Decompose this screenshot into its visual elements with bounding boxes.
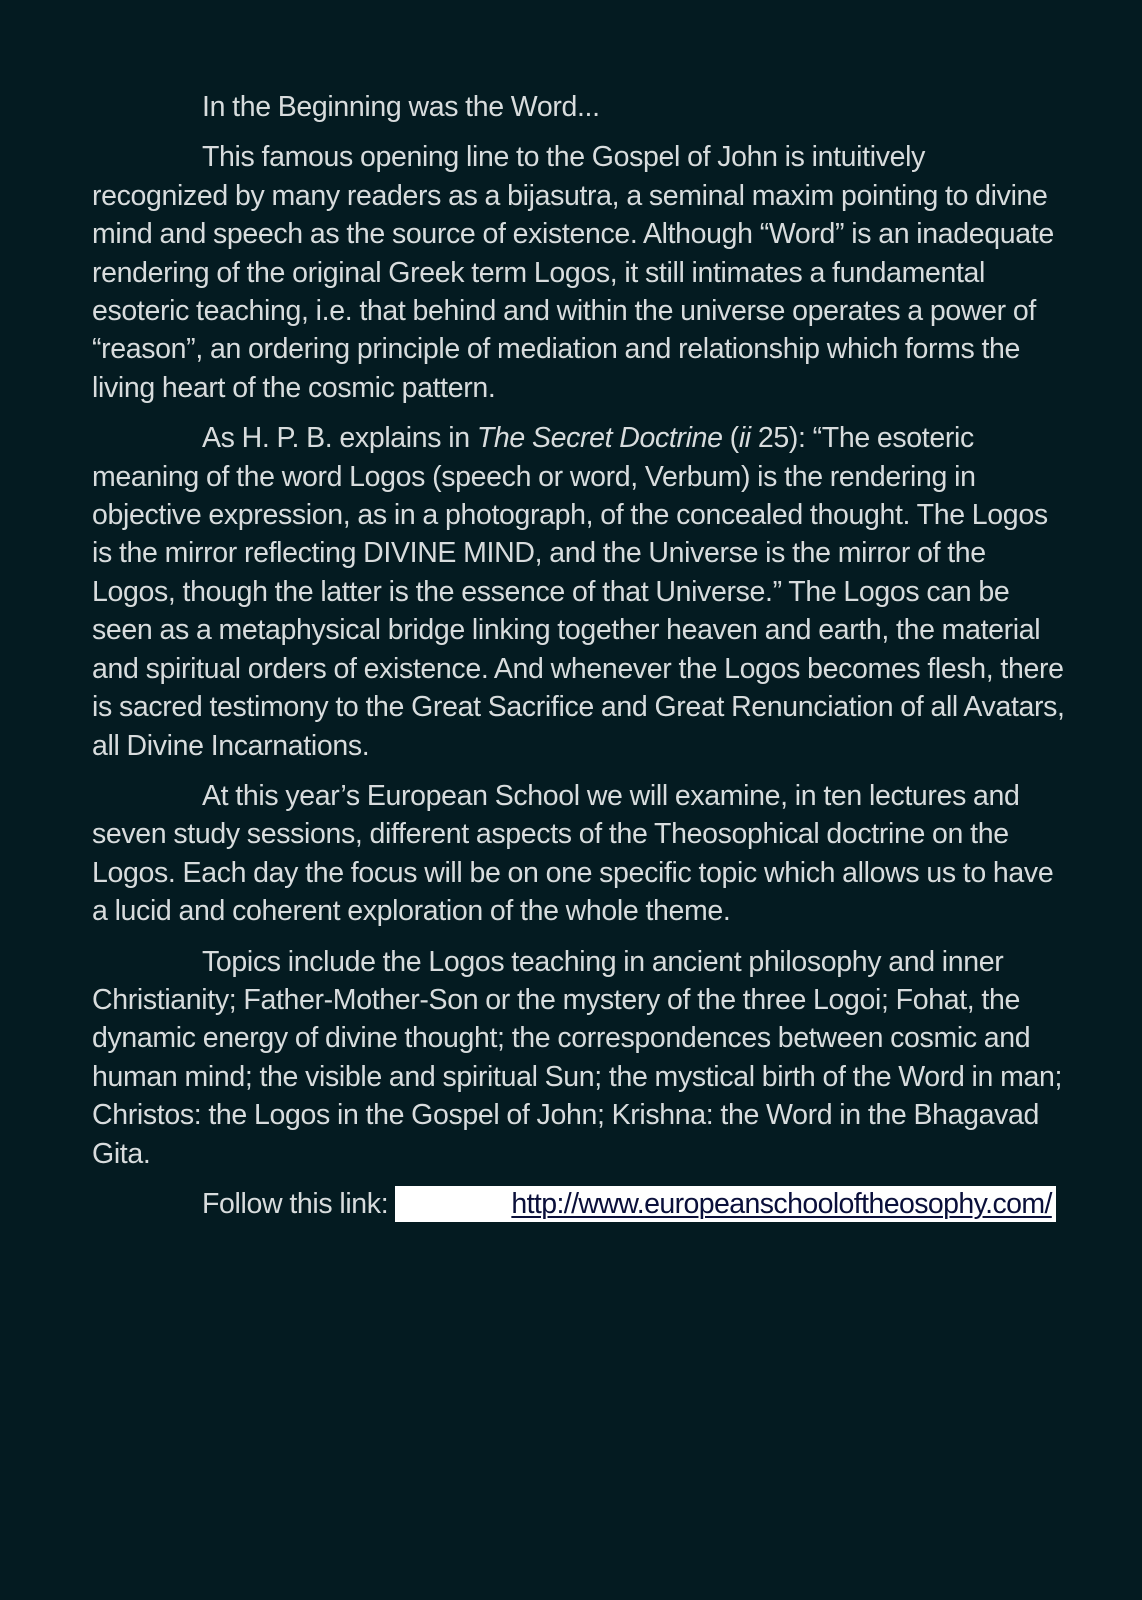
title-text: In the Beginning was the Word... [202,91,600,123]
paragraph-european-school-text: At this year’s European School we will examine, in ten lectures and seven study sessions, different aspects of the Theosophical doctrine on the Logos. Each day the focus will be on one specific topic which allows us to have a lucid and coherent exploration of the whole theme. [92,779,1054,928]
paragraph-quote-text: 25): “The esoteric meaning of the word Logos (speech or word, Verbum) is the rendering in objective expression, as in a photograph, of the concealed thought. The Logos is the mirror reflecting DIVINE MIND, and the Universe is the mirror of the Logos, though the latter is the essence of that Universe.” The Logos can be seen as a metaphysical bridge linking together heaven and earth, the material and spiritual orders of existence. And whenever the Logos becomes flesh, there is sacred testimony to the Great Sacrifice and Great Renunciation of all Avatars, all Divine Incarnations. [92,422,1065,762]
document-title [92,88,1066,126]
follow-label: Follow this link: [202,1187,396,1220]
paragraph-intro-text: As H. P. B. explains in [202,422,477,455]
paragraph-gospel [92,138,1066,407]
citation-open: ( [722,422,739,455]
book-title: The Secret Doctrine [476,422,723,455]
website-link[interactable]: http://www.europeanschooloftheosophy.com/ [395,1186,1055,1222]
paragraph-topics-text: Topics include the Logos teaching in ancient philosophy and inner Christianity; Father-Mother-Son or the mystery of the three Logoi; Fohat, the dynamic energy of divine thought; the correspondences between cosmic and human mind; the visible and spiritual Sun; the mystical birth of the Word in man; Christos: the Logos in the Gospel of John; Krishna: the Word in the Bhagavad Gita. [92,945,1063,1170]
citation-volume: ii [738,422,751,455]
paragraph-european-school [92,777,1066,931]
paragraph-gospel-text: This famous opening line to the Gospel of John is intuitively recognized by many readers as a bijasutra, a seminal maxim pointing to divine mind and speech as the source of existence. Although “Word” is an inadequate rendering of the original Greek term Logos, it still intimates a fundamental esoteric teaching, i.e. that behind and within the universe operates a power of “reason”, an ordering principle of mediation and relationship which forms the living heart of the cosmic pattern. [92,141,1054,404]
paragraph-topics [92,943,1066,1173]
paragraph-secret-doctrine [92,419,1066,765]
follow-link-line [92,1185,1066,1223]
